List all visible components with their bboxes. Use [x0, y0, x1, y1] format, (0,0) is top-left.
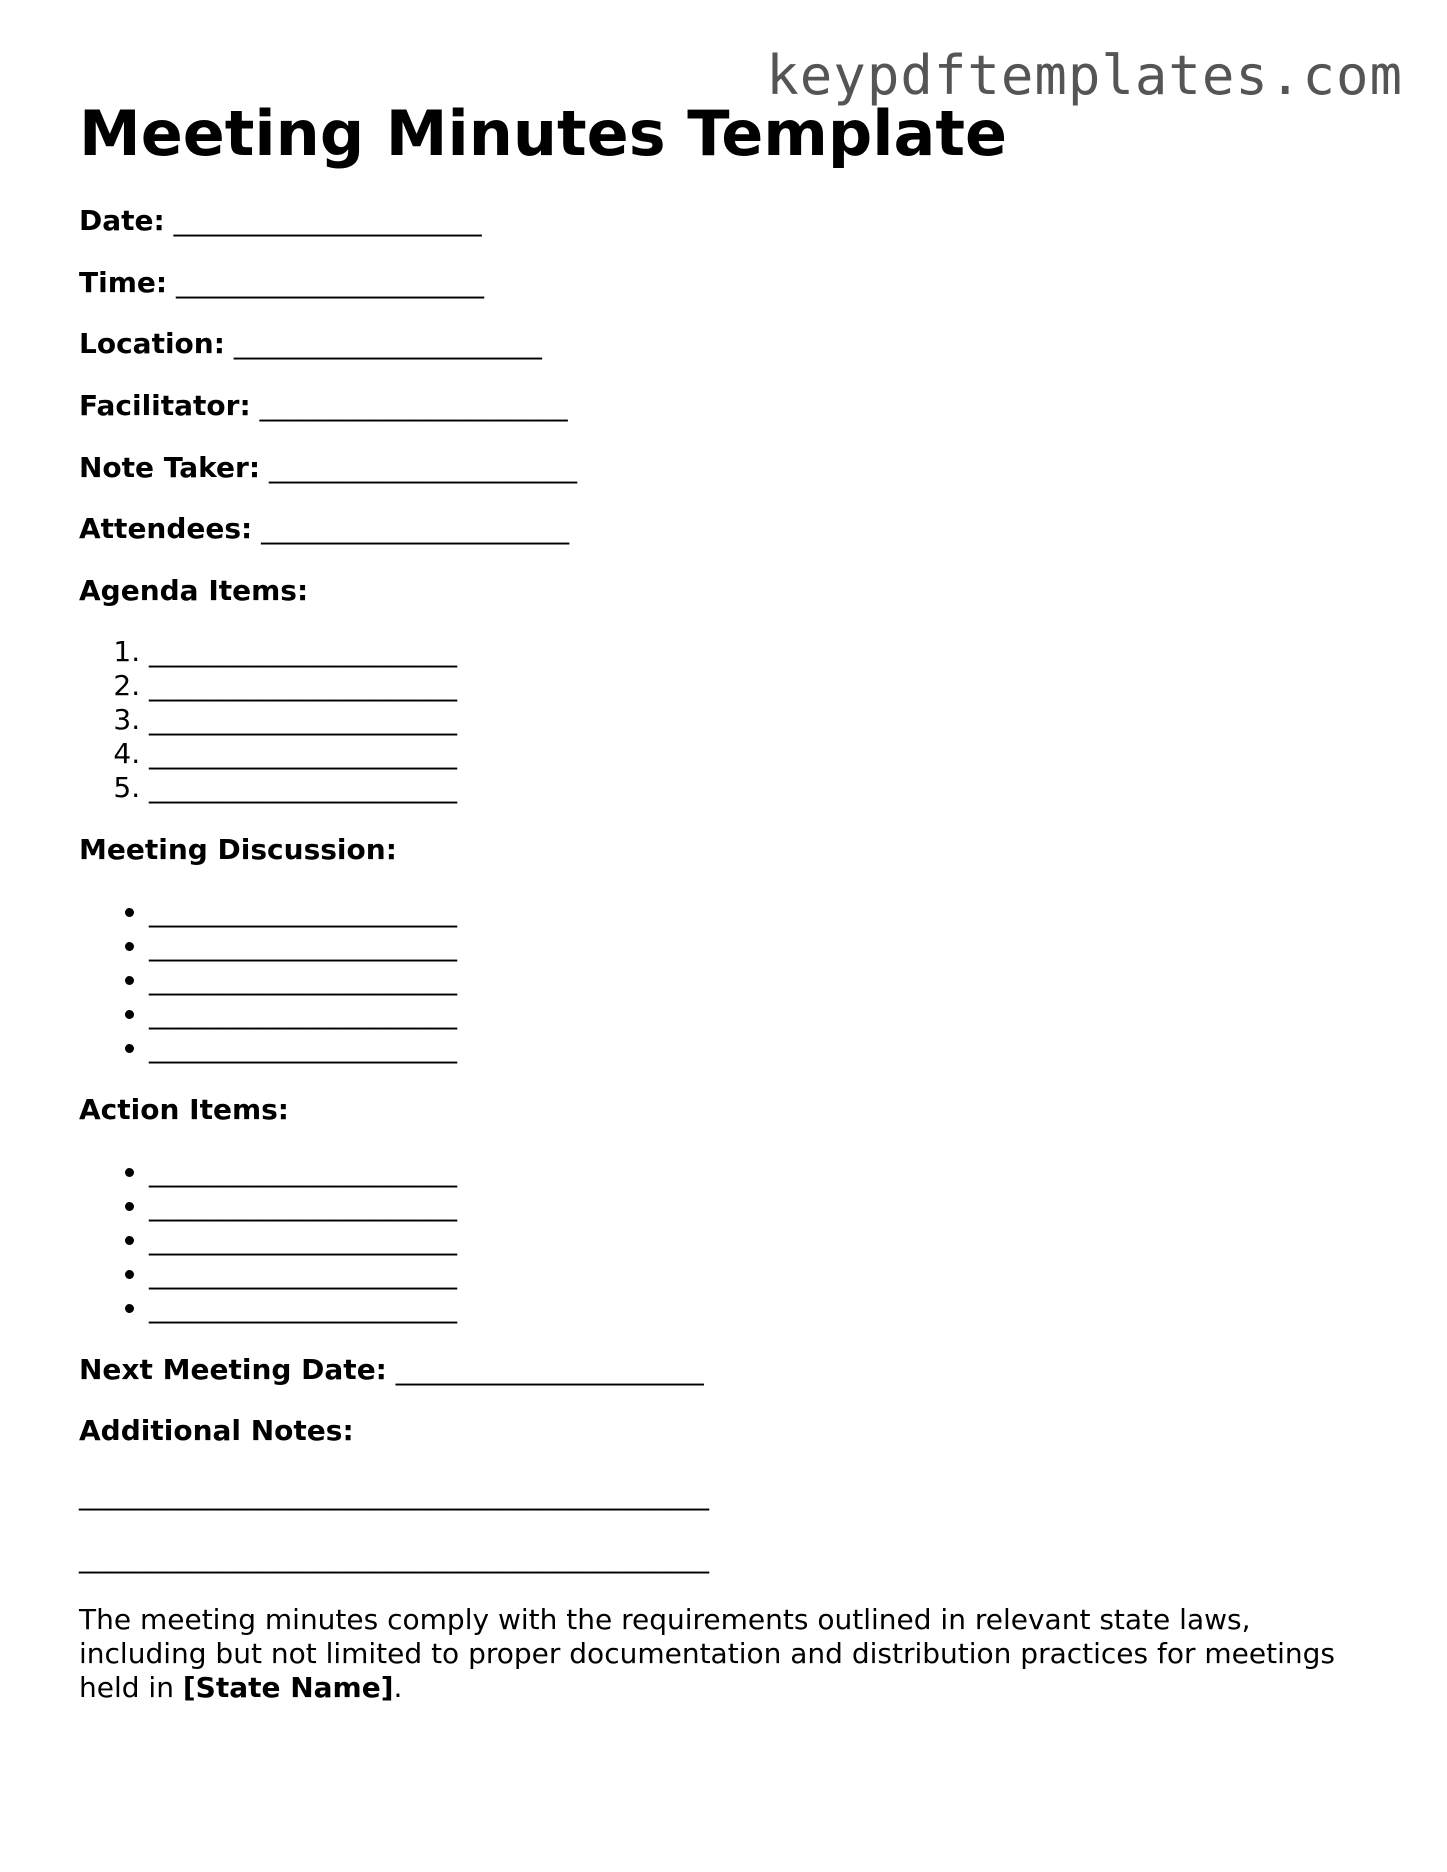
action-item-blank[interactable]: ______________________ [149, 1256, 457, 1290]
next-meeting-date-label: Next Meeting Date: [79, 1352, 387, 1386]
action-item [149, 1223, 1379, 1257]
state-name-placeholder: [State Name] [182, 1670, 394, 1704]
action-item [149, 1257, 1379, 1291]
attendees-field [79, 512, 1379, 546]
date-blank[interactable]: ______________________ [173, 204, 482, 238]
additional-notes-heading: Additional Notes: [79, 1414, 354, 1448]
action-items-heading: Action Items: [79, 1092, 289, 1126]
date-label: Date: [79, 204, 165, 238]
agenda-item [149, 771, 1379, 805]
location-label: Location: [79, 327, 225, 361]
time-label: Time: [79, 265, 168, 299]
discussion-item [149, 895, 1379, 929]
facilitator-blank[interactable]: ______________________ [259, 388, 568, 422]
agenda-item [149, 703, 1379, 737]
next-meeting-date-field [79, 1353, 1379, 1387]
page-title: Meeting Minutes Template [79, 97, 1008, 170]
compliance-end: . [393, 1670, 403, 1704]
discussion-item [149, 929, 1379, 963]
agenda-item-blank[interactable]: ______________________ [149, 737, 457, 771]
discussion-item [149, 963, 1379, 997]
note-taker-blank[interactable]: ______________________ [268, 450, 577, 484]
attendees-blank[interactable]: ______________________ [261, 512, 570, 546]
agenda-items-heading: Agenda Items: [79, 573, 309, 607]
additional-notes-line[interactable]: _____________________________________________ [79, 1477, 709, 1511]
agenda-item [149, 669, 1379, 703]
agenda-item [149, 737, 1379, 771]
discussion-item [149, 1031, 1379, 1065]
action-item-blank[interactable]: ______________________ [149, 1188, 457, 1222]
action-item-blank[interactable]: ______________________ [149, 1222, 457, 1256]
next-meeting-date-blank[interactable]: ______________________ [395, 1352, 704, 1386]
action-item [149, 1291, 1379, 1325]
discussion-item-blank[interactable]: ______________________ [149, 928, 457, 962]
agenda-item-blank[interactable]: ______________________ [149, 635, 457, 669]
time-field [79, 266, 1379, 300]
agenda-items-list [79, 635, 1379, 805]
compliance-text: The meeting minutes comply with the requirements outlined in relevant state laws, including but not limited to proper documentation and distribution practices for meetings held in [79, 1602, 1335, 1704]
action-item [149, 1189, 1379, 1223]
facilitator-field [79, 389, 1379, 423]
meeting-discussion-list [79, 895, 1379, 1065]
discussion-item [149, 997, 1379, 1031]
date-field [79, 204, 1379, 238]
action-item-blank[interactable]: ______________________ [149, 1154, 457, 1188]
action-item-blank[interactable]: ______________________ [149, 1290, 457, 1324]
discussion-item-blank[interactable]: ______________________ [149, 996, 457, 1030]
discussion-item-blank[interactable]: ______________________ [149, 1030, 457, 1064]
agenda-item-blank[interactable]: ______________________ [149, 703, 457, 737]
location-field [79, 327, 1379, 361]
document-page [79, 97, 1379, 1705]
time-blank[interactable]: ______________________ [175, 265, 484, 299]
meeting-discussion-heading: Meeting Discussion: [79, 833, 397, 867]
discussion-item-blank[interactable]: ______________________ [149, 894, 457, 928]
site-watermark: keypdftemplates.com [766, 44, 1403, 107]
note-taker-field [79, 451, 1379, 485]
facilitator-label: Facilitator: [79, 388, 251, 422]
action-items-list [79, 1155, 1379, 1325]
location-blank[interactable]: ______________________ [233, 327, 542, 361]
compliance-statement [79, 1603, 1379, 1705]
discussion-item-blank[interactable]: ______________________ [149, 962, 457, 996]
action-item [149, 1155, 1379, 1189]
agenda-item-blank[interactable]: ______________________ [149, 771, 457, 805]
attendees-label: Attendees: [79, 512, 253, 546]
additional-notes-line[interactable]: _____________________________________________ [79, 1541, 709, 1575]
note-taker-label: Note Taker: [79, 450, 261, 484]
agenda-item [149, 635, 1379, 669]
agenda-item-blank[interactable]: ______________________ [149, 669, 457, 703]
